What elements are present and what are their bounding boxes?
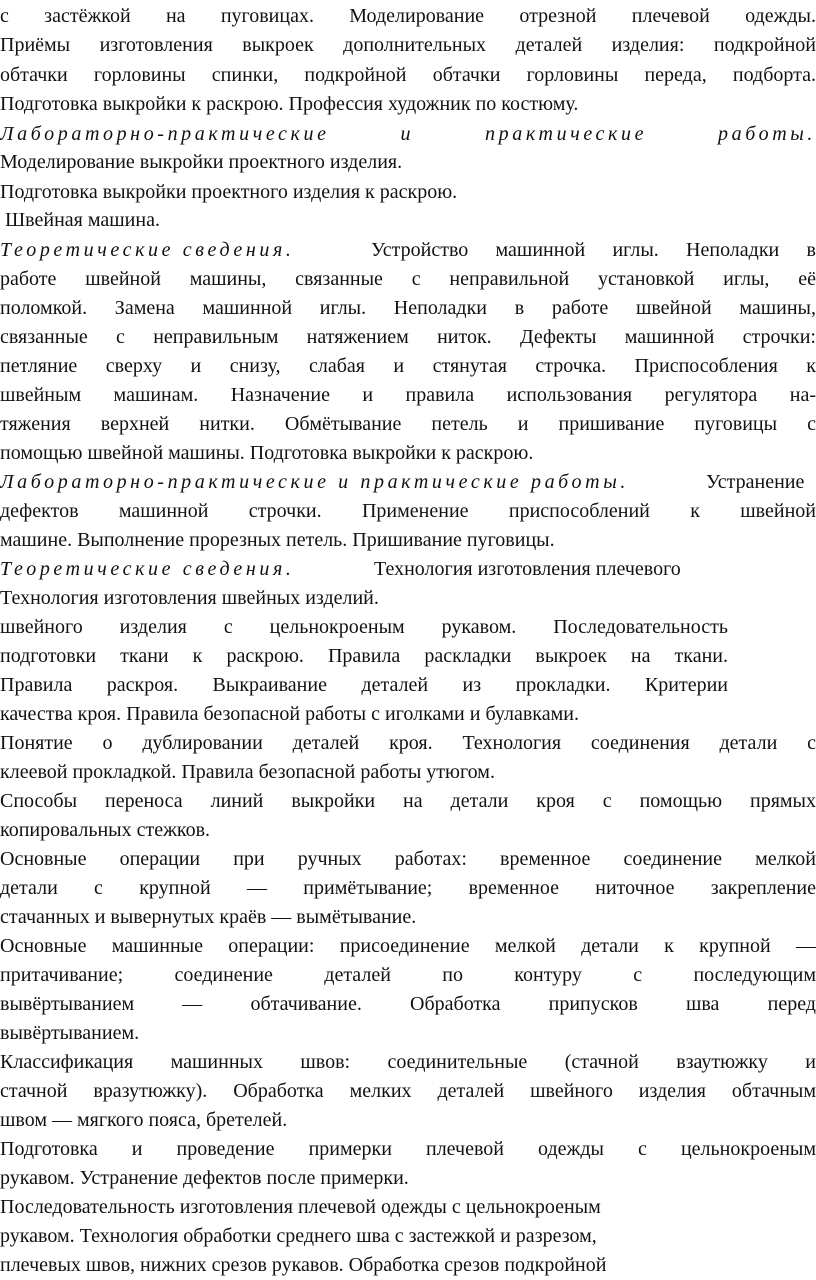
- text-line: связанные с неправильным натяжением ниток. Дефекты машинной строчки:: [0, 326, 816, 348]
- text-line: тяжения верхней нитки. Обмётывание петель и пришивание пуговицы с: [0, 413, 816, 435]
- text-line: швейного изделия с цельнокроеным рукавом. Последовательность: [0, 616, 728, 638]
- text-line: Устройство машинной иглы. Неполадки в: [371, 239, 816, 261]
- section-label-lab-work: Лабораторно-практические и практические работы.: [0, 123, 816, 145]
- text-line: Основные машинные операции: присоединение мелкой детали к крупной —: [0, 935, 816, 957]
- text-line: притачивание; соединение деталей по контуру с последующим: [0, 964, 816, 986]
- text-line: обтачки горловины спинки, подкройной обтачки горловины переда, подборта.: [0, 64, 816, 86]
- text-line: швом — мягкого пояса, бретелей.: [0, 1109, 288, 1131]
- text-line: Правила раскроя. Выкраивание деталей из прокладки. Критерии: [0, 674, 728, 696]
- text-line: копировальных стежков.: [0, 819, 211, 841]
- text-line: Подготовка выкройки к раскрою. Профессия художник по костюму.: [0, 93, 579, 115]
- section-heading-sewing-machine: Швейная машина.: [0, 209, 160, 231]
- text-line: Подготовка и проведение примерки плечевой одежды с цельнокроеным: [0, 1138, 816, 1160]
- text-line: Приёмы изготовления выкроек дополнительных деталей изделия: подкройной: [0, 34, 816, 56]
- text-line: швейным машинам. Назначение и правила использования регулятора на-: [0, 384, 816, 406]
- text-line: Подготовка выкройки проектного изделия к раскрою.: [0, 181, 458, 203]
- section-label-lab-work: Лабораторно-практические и практические работы.: [0, 471, 629, 493]
- text-line: машине. Выполнение прорезных петель. Пришивание пуговицы.: [0, 529, 555, 551]
- text-line: Способы переноса линий выкройки на детали кроя с помощью прямых: [0, 790, 816, 812]
- text-line: с застёжкой на пуговицах. Моделирование отрезной плечевой одежды.: [0, 5, 816, 27]
- text-line: Классификация машинных швов: соединительные (стачной взаутюжку и: [0, 1051, 816, 1073]
- text-line: подготовки ткани к раскрою. Правила раскладки выкроек на ткани.: [0, 645, 728, 667]
- text-line: работе швейной машины, связанные с неправильной установкой иглы, её: [0, 268, 816, 290]
- text-line: клеевой прокладкой. Правила безопасной работы утюгом.: [0, 761, 495, 783]
- text-line: Основные операции при ручных работах: временное соединение мелкой: [0, 848, 816, 870]
- text-line: Понятие о дублировании деталей кроя. Технология соединения детали с: [0, 732, 816, 754]
- section-label-theory: Теоретические сведения.: [0, 558, 295, 580]
- text-line: Технология изготовления швейных изделий.: [0, 587, 379, 609]
- text-line: поломкой. Замена машинной иглы. Неполадки в работе швейной машины,: [0, 297, 816, 319]
- text-line: качества кроя. Правила безопасной работы с иголками и булавками.: [0, 703, 579, 725]
- text-line: Моделирование выкройки проектного изделия.: [0, 151, 403, 173]
- text-line: рукавом. Технология обработки среднего шва с застежкой и разрезом,: [0, 1225, 597, 1247]
- text-line: детали с крупной — примётывание; временное ниточное закрепление: [0, 877, 816, 899]
- text-line: рукавом. Устранение дефектов после примерки.: [0, 1167, 409, 1189]
- text-line: плечевых швов, нижних срезов рукавов. Обработка срезов подкройной: [0, 1254, 607, 1276]
- text-line: Устранение: [706, 471, 805, 493]
- text-line: стачанных и вывернутых краёв — вымётывание.: [0, 906, 417, 928]
- text-line: петляние сверху и снизу, слабая и стянутая строчка. Приспособления к: [0, 355, 816, 377]
- text-line: вывёртыванием.: [0, 1022, 140, 1044]
- text-line: дефектов машинной строчки. Применение приспособлений к швейной: [0, 500, 816, 522]
- text-line: помощью швейной машины. Подготовка выкройки к раскрою.: [0, 442, 534, 464]
- section-label-theory: Теоретические сведения.: [0, 239, 295, 261]
- text-line: Технология изготовления плечевого: [374, 558, 681, 580]
- text-line: вывёртыванием — обтачивание. Обработка припусков шва перед: [0, 993, 816, 1015]
- text-line: стачной вразутюжку). Обработка мелких деталей швейного изделия обтачным: [0, 1080, 816, 1102]
- text-line: Последовательность изготовления плечевой одежды с цельнокроеным: [0, 1196, 601, 1218]
